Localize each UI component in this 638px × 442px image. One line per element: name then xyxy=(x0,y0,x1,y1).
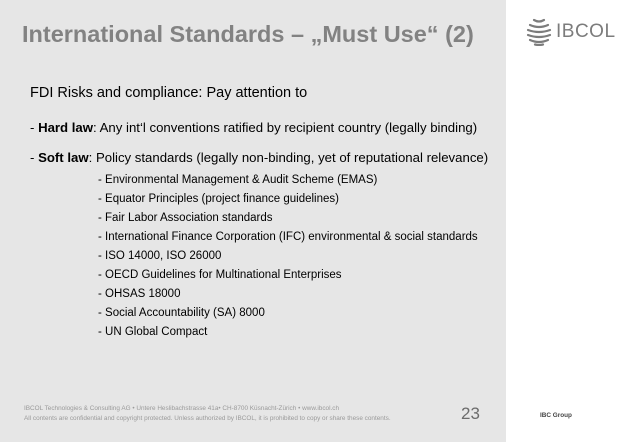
logo-wordmark: IBCOL xyxy=(556,21,616,42)
hard-law-prefix: - xyxy=(30,120,39,135)
soft-law-text: : Policy standards (legally non-binding, yet of reputational relevance) xyxy=(88,150,489,165)
brand-panel xyxy=(506,0,638,442)
soft-law-prefix: - xyxy=(30,150,39,165)
list-item: - Environmental Management & Audit Scheme (EMAS) xyxy=(98,174,378,186)
section-heading: FDI Risks and compliance: Pay attention to xyxy=(30,85,308,101)
hard-law-text: : Any int‘l conventions ratified by recipient country (legally binding) xyxy=(93,120,478,135)
list-item: - Fair Labor Association standards xyxy=(98,212,273,224)
list-item: - OECD Guidelines for Multinational Enterprises xyxy=(98,269,342,281)
footer-company-info: IBCOL Technologies & Consulting AG • Untere Heslibachstrasse 41a• CH-8700 Küsnacht-Zürich • www.ibcol.ch xyxy=(24,405,340,412)
list-item: - International Finance Corporation (IFC) environmental & social standards xyxy=(98,231,478,243)
footer-legal-notice: All contents are confidential and copyright protected. Unless authorized by IBCOL, it is prohibited to copy or share these contents. xyxy=(24,415,391,422)
hard-law-term: Hard law xyxy=(38,120,94,135)
soft-law-term: Soft law xyxy=(38,150,89,165)
slide-title: International Standards – „Must Use“ (2) xyxy=(22,21,474,47)
list-item: - OHSAS 18000 xyxy=(98,288,181,300)
hard-law-line xyxy=(30,120,477,135)
list-item: - Equator Principles (project finance guidelines) xyxy=(98,193,339,205)
ibcol-logo-mark-icon xyxy=(526,18,552,46)
list-item: - UN Global Compact xyxy=(98,326,208,338)
standards-list xyxy=(98,171,478,342)
group-label: IBC Group xyxy=(540,412,572,419)
soft-law-line xyxy=(30,150,488,165)
list-item: - ISO 14000, ISO 26000 xyxy=(98,250,222,262)
list-item: - Social Accountability (SA) 8000 xyxy=(98,307,265,319)
ibcol-logo xyxy=(526,18,616,46)
page-number: 23 xyxy=(461,404,480,423)
